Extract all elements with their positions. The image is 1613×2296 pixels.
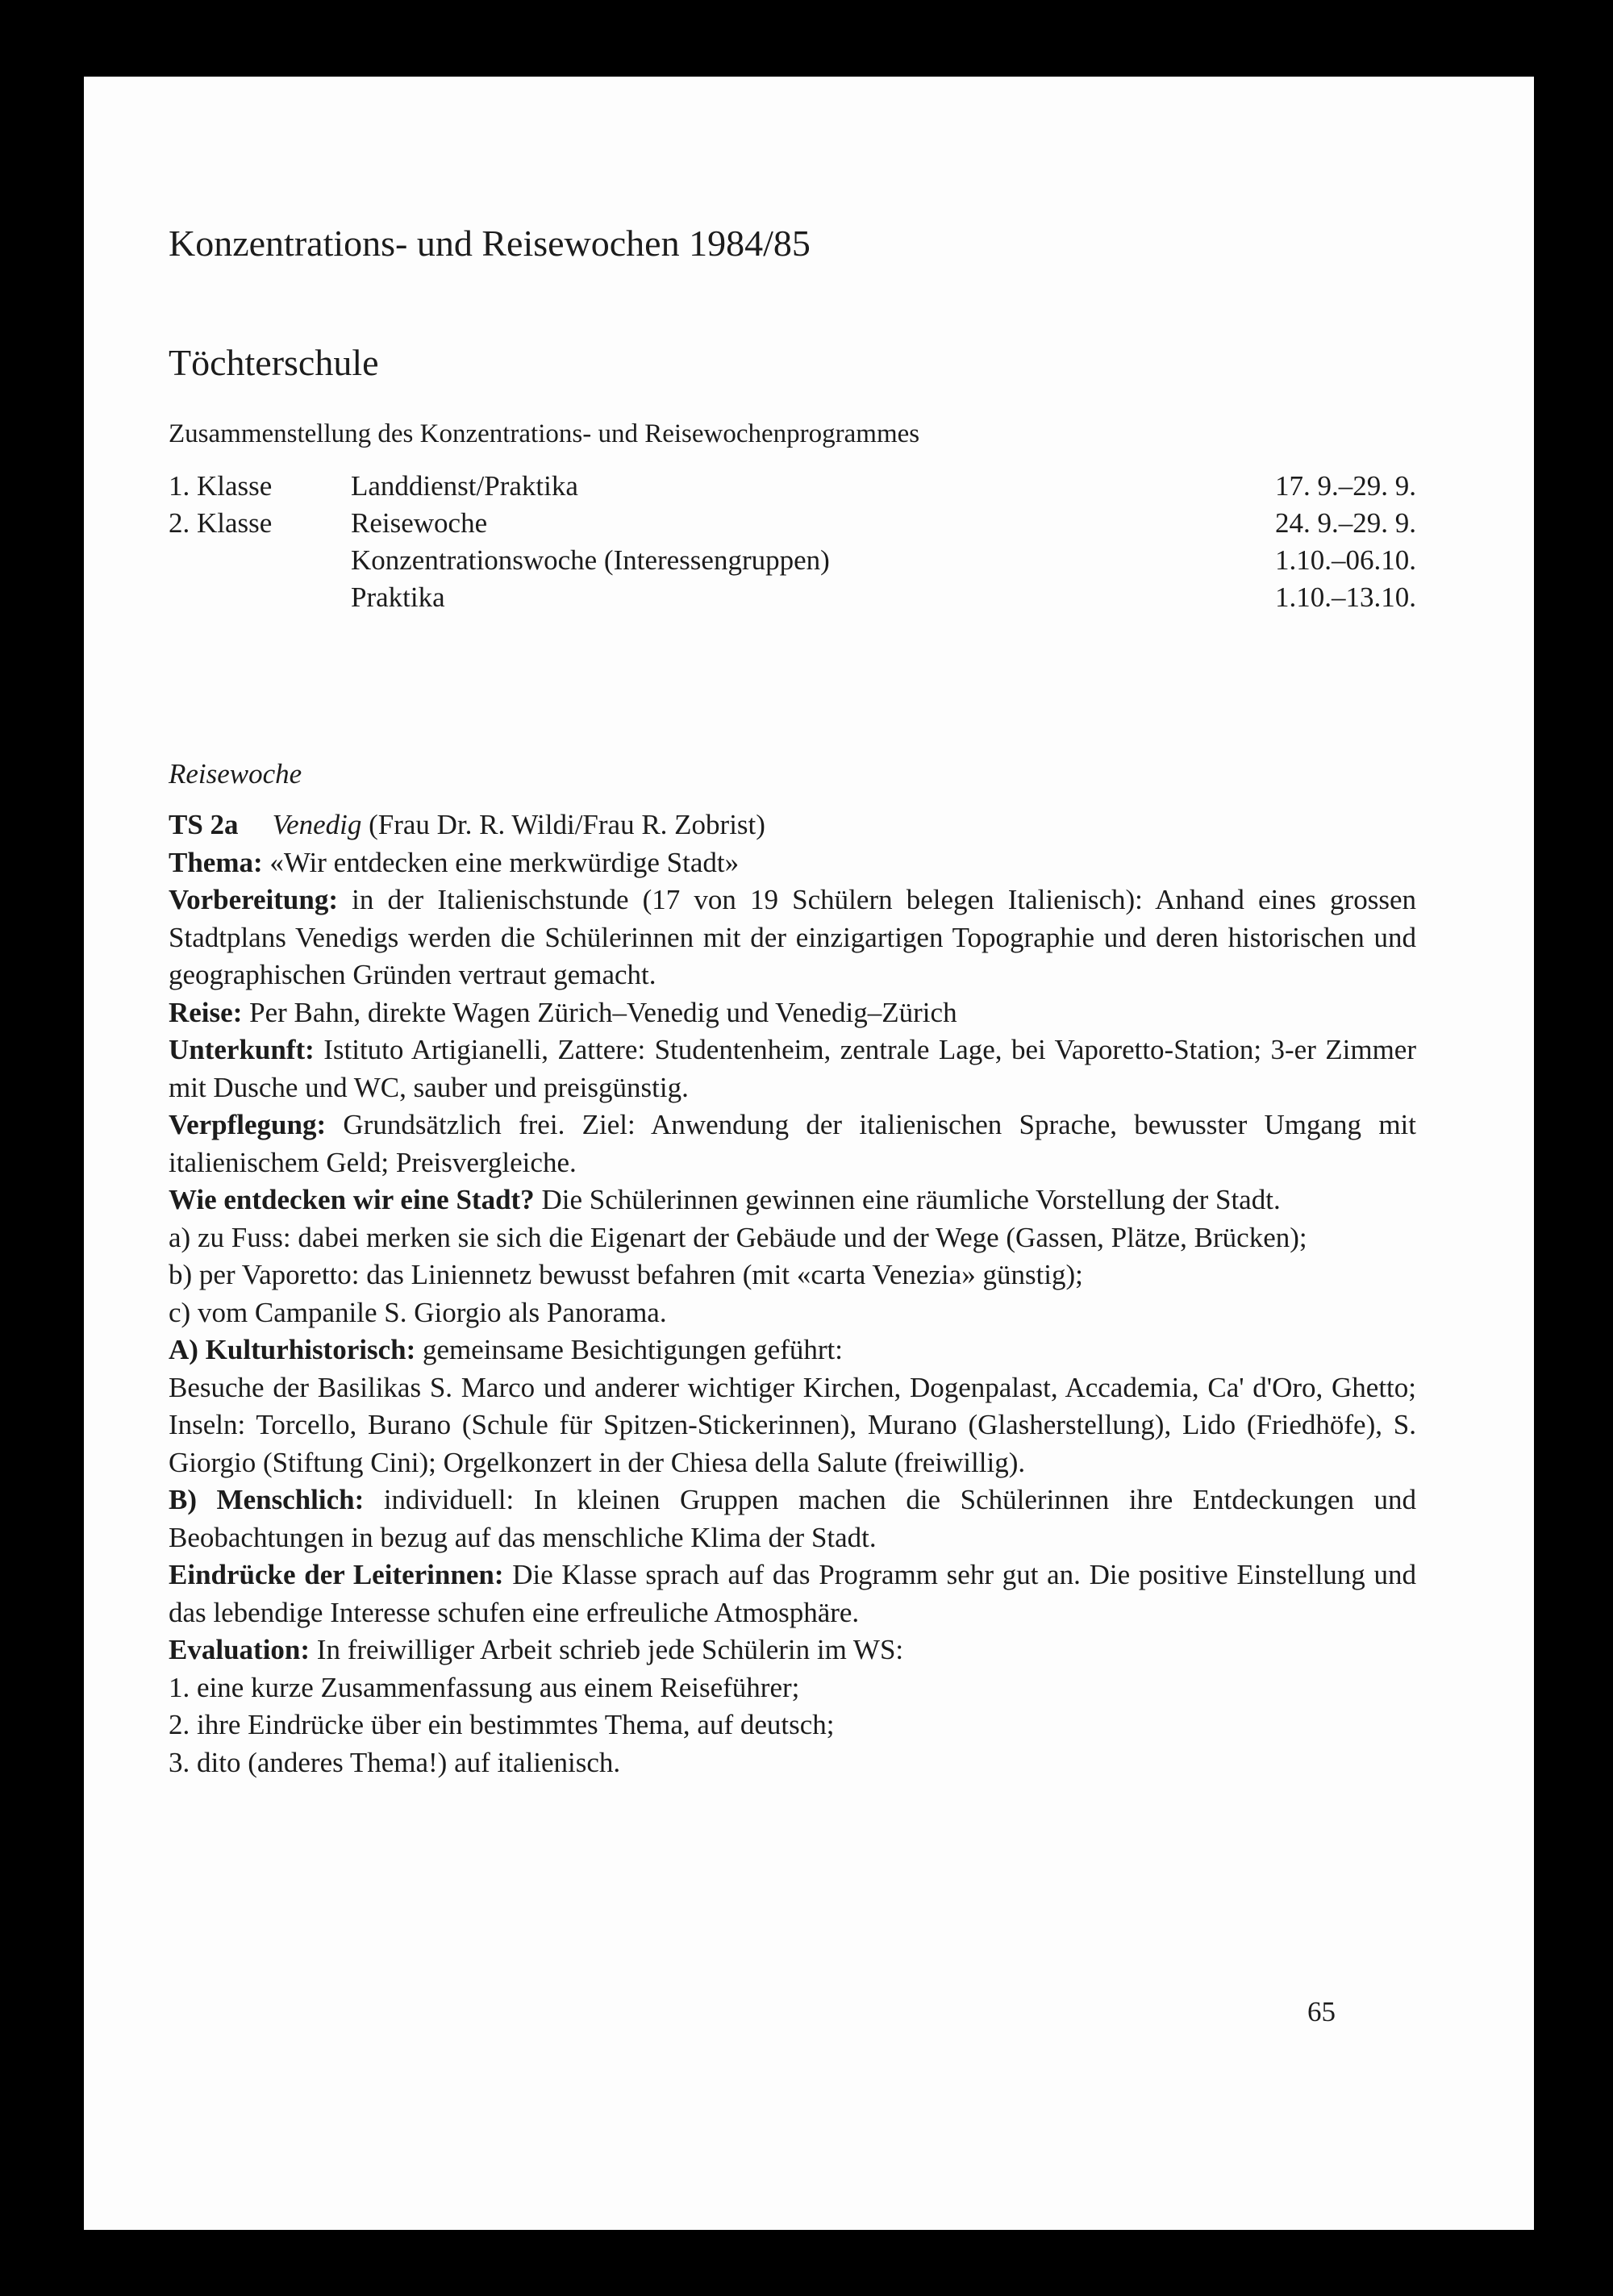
paragraph-label: Evaluation:: [169, 1634, 311, 1665]
paragraph-text: Per Bahn, direkte Wagen Zürich–Venedig und Venedig–Zürich: [249, 996, 957, 1028]
school-heading: Töchterschule: [169, 342, 379, 383]
schedule-dates: 1.10.–06.10.: [1275, 544, 1416, 576]
paragraph: [169, 844, 1416, 882]
paragraph: [169, 1219, 1416, 1257]
paragraph-label: Thema:: [169, 846, 263, 878]
paragraph: [169, 1106, 1416, 1181]
schedule-dates: 24. 9.–29. 9.: [1275, 507, 1416, 539]
page-number: 65: [1307, 1996, 1336, 2027]
paragraph: [169, 1294, 1416, 1332]
schedule-dates: 1.10.–13.10.: [1275, 581, 1416, 613]
paragraph: [169, 1706, 1416, 1744]
paragraph-label: Vorbereitung:: [169, 884, 338, 915]
paragraph: [169, 1181, 1416, 1219]
schedule-table: [169, 470, 1416, 619]
paragraph-text: b) per Vaporetto: das Liniennetz bewusst befahren (mit «carta Venezia» günstig);: [169, 1259, 1083, 1290]
paragraph: [169, 1481, 1416, 1556]
schedule-activity: Landdienst/Praktika: [351, 470, 578, 502]
paragraph: [169, 881, 1416, 994]
paragraph-label: B) Menschlich:: [169, 1484, 365, 1515]
paragraph: [169, 1331, 1416, 1369]
paragraph-label: A) Kulturhistorisch:: [169, 1334, 416, 1365]
paragraph: [169, 1031, 1416, 1106]
intro-text: Zusammenstellung des Konzentrations- und Reisewochenprogrammes: [169, 419, 920, 448]
schedule-activity: Konzentrationswoche (Interessengruppen): [351, 544, 830, 576]
schedule-class: 1. Klasse: [169, 470, 273, 502]
paragraph: [169, 994, 1416, 1032]
class-header: [169, 806, 1416, 844]
schedule-row: [169, 507, 1416, 544]
destination: Venedig: [272, 809, 362, 840]
paragraph-label: Wie entdecken wir eine Stadt?: [169, 1184, 535, 1215]
schedule-row: [169, 581, 1416, 619]
paragraph-text: Besuche der Basilikas S. Marco und anderer wichtiger Kirchen, Dogenpalast, Accademia, Ca' d'Oro, Ghetto; Inseln: Torcello, Burano (Schule für Spitzen-Stickerinnen), Murano (Glasherstellung), Lido (Friedhöfe), S. Giorgio (Stiftung Cini); Orgelkonzert in der Chiesa della Salute (freiwillig).: [169, 1371, 1416, 1478]
page-title: Konzentrations- und Reisewochen 1984/85: [169, 223, 811, 264]
schedule-activity: Praktika: [351, 581, 445, 613]
schedule-row: [169, 544, 1416, 581]
paragraph-text: Die Schülerinnen gewinnen eine räumliche Vorstellung der Stadt.: [541, 1184, 1281, 1215]
paragraph-label: Eindrücke der Leiterinnen:: [169, 1559, 504, 1590]
paragraph-text: In freiwilliger Arbeit schrieb jede Schülerin im WS:: [316, 1634, 904, 1665]
schedule-activity: Reisewoche: [351, 507, 488, 539]
paragraph: [169, 1669, 1416, 1707]
paragraph-text: Die Klasse sprach auf das Programm sehr gut an. Die positive Einstellung und das lebendige Interesse schufen eine erfreuliche Atmosphäre.: [169, 1559, 1416, 1628]
paragraph: [169, 1556, 1416, 1631]
paragraph-text: c) vom Campanile S. Giorgio als Panorama.: [169, 1296, 667, 1328]
paragraph: [169, 1631, 1416, 1669]
paragraph-text: gemeinsame Besichtigungen geführt:: [423, 1334, 843, 1365]
schedule-dates: 17. 9.–29. 9.: [1275, 470, 1416, 502]
paragraph-text: 3. dito (anderes Thema!) auf italienisch.: [169, 1746, 621, 1778]
class-code: TS 2a: [169, 809, 239, 840]
paragraph: [169, 1744, 1416, 1782]
paragraph: [169, 1369, 1416, 1482]
paragraph-text: 2. ihre Eindrücke über ein bestimmtes Thema, auf deutsch;: [169, 1709, 835, 1740]
leaders: (Frau Dr. R. Wildi/Frau R. Zobrist): [369, 809, 765, 840]
document-page: [84, 77, 1534, 2230]
schedule-row: [169, 470, 1416, 507]
paragraph: [169, 1256, 1416, 1294]
paragraph-text: individuell: In kleinen Gruppen machen die Schülerinnen ihre Entdeckungen und Beobachtungen in bezug auf das menschliche Klima der Stadt.: [169, 1484, 1416, 1553]
report-body: [169, 806, 1416, 1781]
section-heading: Reisewoche: [169, 758, 302, 790]
paragraph-text: Grundsätzlich frei. Ziel: Anwendung der italienischen Sprache, bewusster Umgang mit italienischem Geld; Preisvergleiche.: [169, 1109, 1417, 1178]
schedule-class: 2. Klasse: [169, 507, 273, 539]
paragraph-text: Istituto Artigianelli, Zattere: Studentenheim, zentrale Lage, bei Vaporetto-Station; 3-er Zimmer mit Dusche und WC, sauber und preisgünstig.: [169, 1034, 1417, 1103]
paragraph-label: Unterkunft:: [169, 1034, 315, 1065]
paragraph-label: Verpflegung:: [169, 1109, 327, 1140]
paragraph-text: «Wir entdecken eine merkwürdige Stadt»: [269, 846, 740, 878]
paragraph-text: a) zu Fuss: dabei merken sie sich die Eigenart der Gebäude und der Wege (Gassen, Plätze, Brücken);: [169, 1221, 1307, 1253]
paragraph-text: 1. eine kurze Zusammenfassung aus einem Reiseführer;: [169, 1671, 800, 1703]
paragraph-label: Reise:: [169, 996, 243, 1028]
paragraph-text: in der Italienischstunde (17 von 19 Schülern belegen Italienisch): Anhand eines grossen Stadtplans Venedigs werden die Schülerinnen mit der einzigartigen Topographie und deren historischen und geographischen Gründen vertraut gemacht.: [169, 884, 1416, 990]
